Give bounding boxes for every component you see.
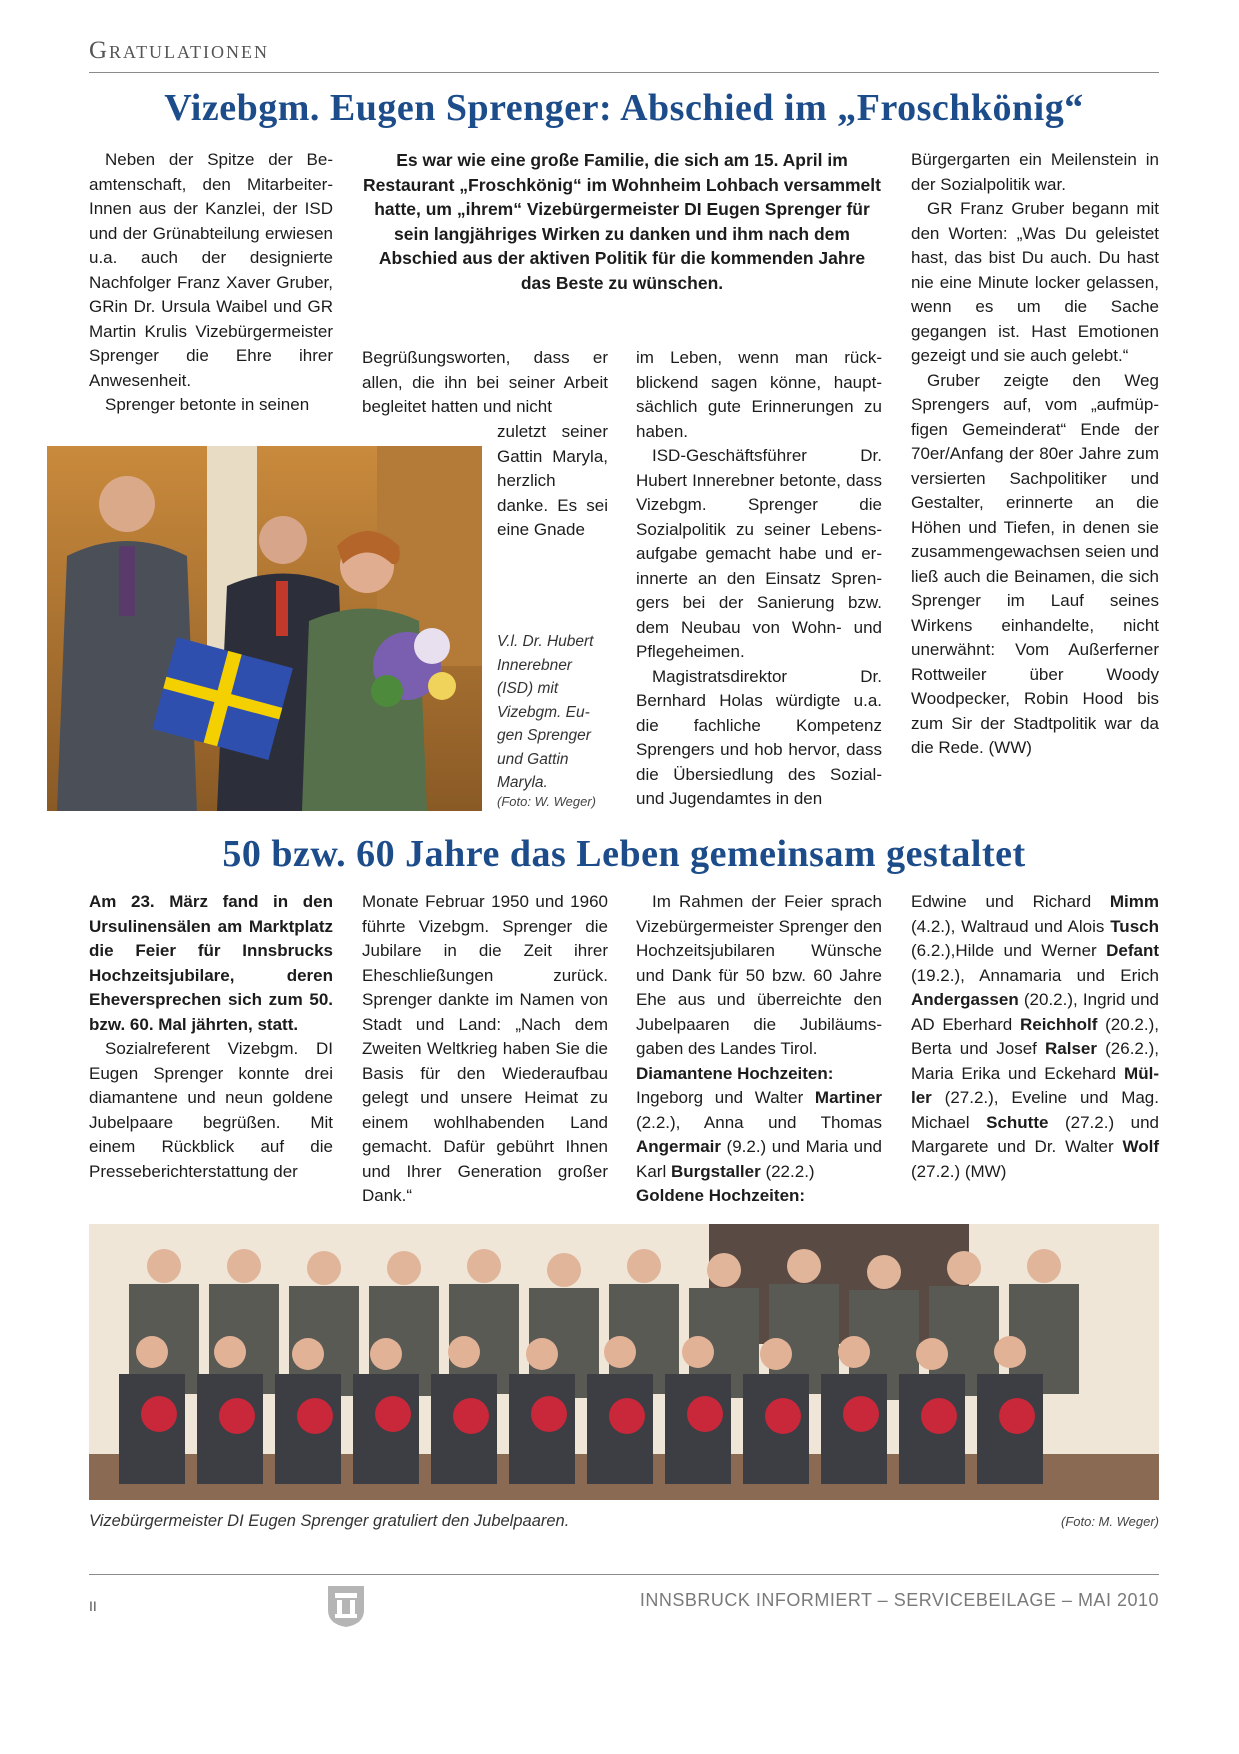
couple-surname: Defant (1106, 941, 1159, 960)
golden-couple-text: (4.2.), Waltraud und Alois (911, 916, 1111, 936)
article1-col4-p1: Bürgergarten ein Meilenstein in der Sozialpolitik war. (911, 150, 1159, 194)
golden-list (911, 890, 1159, 1184)
couple-surname: Burgstaller (670, 1161, 761, 1181)
article1-photo-credit: (Foto: W. Weger) (497, 794, 596, 809)
article1-column-4 (911, 148, 1159, 761)
golden-couple-text: (27.2.) und Margarete und Dr. Walter (911, 1112, 1159, 1156)
couple-surname: Reichholf (1019, 1014, 1098, 1034)
golden-couple-text: (27.2.) (MW) (911, 1161, 1007, 1181)
article1-col4-p3: Gruber zeigte den Weg Sprengers auf, vom „aufmüpfigen Gemeinderat“ Ende der 70er/Anfang der 80er Jahre zum versierten Sachpolitiker und Gestalter, erinnerte an die Höhen und Tiefen, in denen sie zusammengewachsen seien und ließ auch die Beinamen, die sich Sprenger im Lauf seines Wirkens einhandelte, nicht unerwähnt: Vom Außerferner Rottweiler über Woody Woodpecker, Robin Hood bis zum Sir der Stadtpolitik war da die Rede. (WW) (911, 370, 1159, 757)
article1-column-1 (89, 148, 333, 418)
jubilee-group-illustration (89, 1224, 1159, 1500)
article2-column-3 (636, 890, 882, 1209)
diamond-list (636, 1062, 882, 1209)
article1-col2-narrow: zuletzt seiner Gattin Maryla, herzlich danke. Es sei eine Gnade (497, 422, 608, 539)
golden-couple-text: (27.2.), Eveline und Mag. Michael (911, 1088, 1159, 1132)
diamond-couple-text: (2.2.), Anna und Thomas (636, 1112, 882, 1132)
article2-column-1 (89, 890, 333, 1184)
publication-footer: INNSBRUCK INFORMIERT – SERVICEBEILAGE – MAI 2010 (639, 1590, 1159, 1610)
golden-couple-text: (20.2.), Ingrid und AD Eberhard (911, 990, 1159, 1034)
article1-caption (497, 630, 609, 795)
article1-lead: Es war wie eine große Familie, die sich am 15. April im Restaurant „Froschkönig“ im Wohnheim Lohbach versammelt hatte, um „ihrem“ Vizebürgermeister DI Eugen Sprenger für sein langjähriges Wirken zu danken und ihm nach dem Abschied aus der aktiven Politik für die kommenden Jahre das Beste zu wünschen. (363, 150, 881, 293)
article1-col3-p3: Magistratsdirektor Dr. Bernhard Holas würdigte u.a. die fachliche Kompetenz Sprengers und hob hervor, dass die Übersiedlung des Sozial- und Jugendamtes in den (636, 666, 882, 808)
article1-column-2 (362, 346, 608, 420)
article2-col1-p2: Sozialreferent Vizebgm. DI Eugen Sprenger konnte drei diamantene und neun goldene Jubelpaare begrüßen. Mit einem Rückblick auf die Presseberichterstattung der (89, 1039, 333, 1181)
page-number: II (89, 1598, 97, 1614)
section-label: Gratulationen (89, 37, 270, 64)
article1-caption-text: V.l. Dr. Hubert Innerebner (ISD) mit Vizebgm. Eugen Sprenger und Gattin Maryla. (497, 633, 594, 791)
article1-column-3 (636, 346, 882, 812)
diamond-couple-text: Ingeborg und Walter (636, 1088, 815, 1107)
diamond-couple-text: (9.2.) und Maria und Karl (636, 1137, 882, 1181)
golden-couple-text: (26.2.), Maria Erika und Eckehard (911, 1039, 1159, 1083)
couple-surname: Andergassen (911, 990, 1019, 1009)
article2-photo-credit: (Foto: M. Weger) (1060, 1514, 1159, 1529)
article1-col2-text: Begrüßungsworten, dass er allen, die ihn bei seiner Arbeit begleitet hatten und nicht (362, 348, 608, 416)
article2-caption: Vizebürgermeister DI Eugen Sprenger gratuliert den Jubelpaaren. (89, 1512, 570, 1530)
article1-col1-p2: Sprenger betonte in seinen (105, 395, 310, 414)
diamond-couple-text: (22.2.) (760, 1161, 815, 1181)
article1-col4-p2: GR Franz Gruber begann mit den Worten: „Was Du geleistet hast, das bist Du auch. Du hast nie eine Minute locker gelassen, wenn es um die Sache gegangen ist. Hast Emotionen gezeigt und sie auch gelebt.“ (911, 199, 1159, 365)
couple-surname: Schutte (986, 1112, 1049, 1132)
article2-lead: Am 23. März fand in den Ursulinensälen am Marktplatz die Feier für Innsbrucks Hochzeitsjubilare, deren Eheversprechen sich zum 50. bzw. 60. Mal jährten, statt. (89, 892, 333, 1034)
couple-surname: Ralser (1045, 1039, 1097, 1058)
article2-col3-p1: Im Rahmen der Feier sprach Vizebürgermeister Sprenger den Hochzeitsjubilaren Wünsche und Dank für 50 bzw. 60 Jahre Ehe aus und überreichte den Jubelpaaren die Jubiläumsgaben des Landes Tirol. (636, 892, 882, 1058)
farewell-photo (47, 446, 482, 811)
article1-col3-p1: im Leben, wenn man rückblickend sagen könne, hauptsächlich gute Erinnerungen zu haben. (636, 348, 882, 441)
jubilee-group-photo (89, 1224, 1159, 1500)
golden-couple-text: Edwine und Richard (911, 892, 1110, 911)
article1-headline: Vizebgm. Eugen Sprenger: Abschied im „Froschkönig“ (164, 87, 1084, 129)
couple-surname: Mimm (1109, 892, 1159, 911)
couple-surname: Wolf (1122, 1137, 1159, 1156)
article1-col1-p1: Neben der Spitze der Beamtenschaft, den MitarbeiterInnen aus der Kanzlei, der ISD und der Grünabteilung erwiesen u.a. auch der designierte Nachfolger Franz Xaver Gruber, GRin Dr. Ursula Waibel und GR Martin Krulis Vizebürgermeister Sprenger die Ehre ihrer Anwesenheit. (89, 150, 333, 390)
diamond-heading: Diamantene Hochzeiten: (636, 1063, 834, 1083)
golden-heading: Goldene Hochzeiten: (636, 1186, 806, 1205)
golden-couple-text: (6.2.),Hilde und Werner (911, 941, 1107, 960)
city-crest-icon (326, 1584, 366, 1628)
header-rule (89, 72, 1159, 73)
couple-surname: Angermair (636, 1137, 722, 1156)
golden-couple-text: (19.2.), Annamaria und Erich (911, 965, 1159, 985)
couple-surname: Martiner (814, 1088, 882, 1107)
golden-couple-text: (20.2.), Berta und Josef (911, 1014, 1159, 1058)
article2-headline: 50 bzw. 60 Jahre das Leben gemeinsam gestaltet (222, 833, 1026, 875)
couple-surname: Müller (911, 1063, 1159, 1107)
article2-column-4 (911, 890, 1159, 1184)
footer-rule (89, 1574, 1159, 1575)
couple-surname: Tusch (1110, 916, 1159, 936)
article2-column-2 (362, 890, 608, 1209)
article2-col2-text: Monate Februar 1950 und 1960 führte Vizebgm. Sprenger die Jubilare in die Zeit ihrer Eheschließungen zurück. Sprenger dankte im Namen von Stadt und Land: „Nach dem Zweiten Weltkrieg haben Sie die Basis für den Wiederaufbau gelegt und unsere Heimat zu einem wohlhabenden Land gemacht. Dafür gebührt Ihnen und Ihrer Generation großer Dank.“ (362, 892, 608, 1205)
article1-col3-p2: ISD-Geschäftsführer Dr. Hubert Innerebner betonte, dass Vizebgm. Sprenger die Sozialpolitik zu seiner Lebensaufgabe gemacht habe und erinnerte an den Einsatz Sprengers bei der Sanierung bzw. dem Neubau von Wohn- und Pflegeheimen. (636, 446, 882, 661)
farewell-photo-illustration (47, 446, 482, 811)
article1-column-2-narrow (497, 420, 608, 543)
